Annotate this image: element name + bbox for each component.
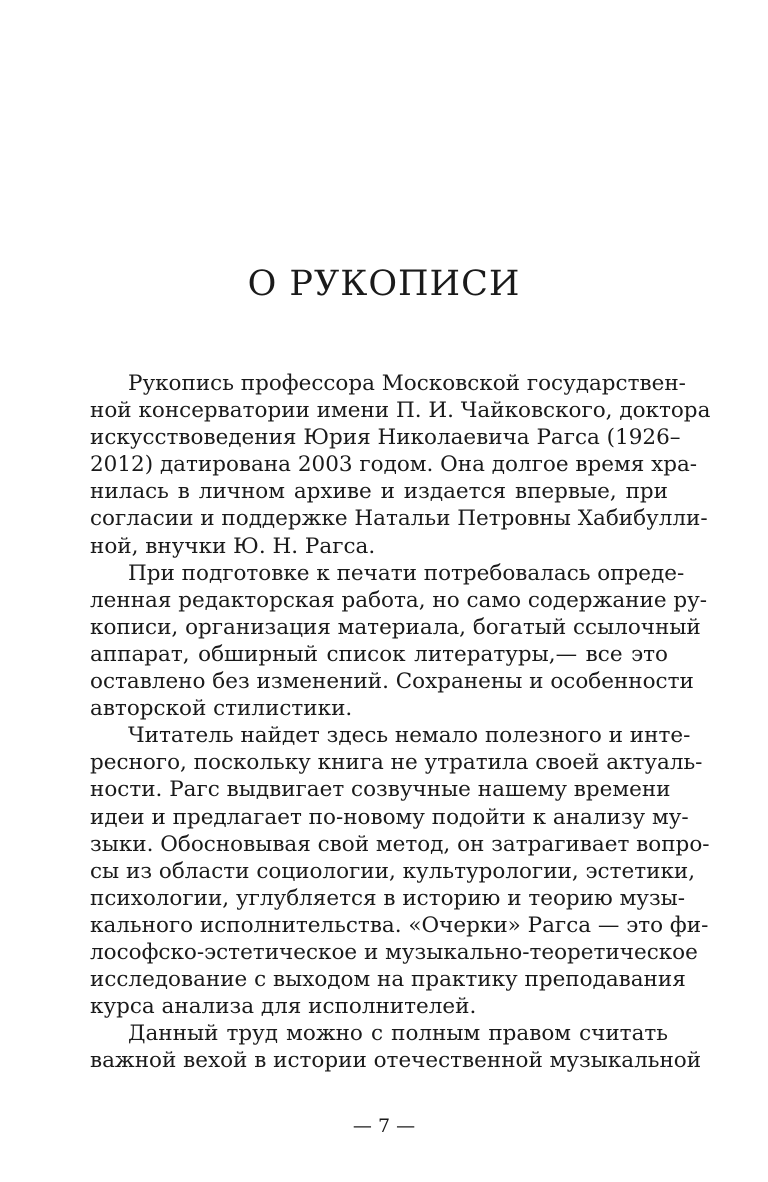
text-line: оставлено без изменений. Сохранены и особенности — [90, 669, 694, 695]
text-line: ленная редакторская работа, но само содержание ру- — [90, 587, 708, 613]
text-line: ной консерватории имени П. И. Чайковского, доктора — [90, 398, 711, 424]
text-line: Рукопись профессора Московской государствен- — [128, 371, 686, 396]
body-text — [90, 370, 711, 1074]
text-line: согласии и поддержке Натальи Петровны Хабибулли- — [90, 506, 708, 532]
text-line: нилась в личном архиве и издается впервые, при — [90, 479, 668, 505]
paragraph-1 — [90, 370, 711, 560]
page-title: О РУКОПИСИ — [247, 264, 521, 304]
text-line: психологии, углубляется в историю и теорию музы- — [90, 885, 686, 911]
text-line: зыки. Обосновывая свой метод, он затрагивает вопро- — [90, 831, 710, 857]
paragraph-4 — [90, 1020, 702, 1074]
text-line: ресного, поскольку книга не утратила своей актуаль- — [90, 750, 703, 776]
text-line: курса анализа для исполнителей. — [90, 994, 477, 1020]
text-line: искусствоведения Юрия Николаевича Рагса (1926– — [90, 425, 681, 451]
text-line: 2012) датирована 2003 годом. Она долгое время хра- — [90, 452, 698, 478]
text-line: лософско-эстетическое и музыкально-теоретическое — [90, 939, 698, 965]
paragraph-3 — [90, 722, 710, 1020]
paragraph-2 — [90, 560, 708, 723]
text-line: авторской стилистики. — [90, 696, 353, 722]
text-line: идеи и предлагает по-новому подойти к анализу му- — [90, 804, 689, 830]
text-line: кописи, организация материала, богатый ссылочный — [90, 614, 701, 640]
page-number: — 7 — — [352, 1115, 416, 1137]
text-line: кального исполнительства. «Очерки» Рагса — это фи- — [90, 912, 709, 938]
text-line: сы из области социологии, культурологии, эстетики, — [90, 858, 696, 884]
text-line: важной вехой в истории отечественной музыкальной — [90, 1048, 702, 1074]
text-line: аппарат, обширный список литературы,— все это — [90, 641, 668, 667]
text-line: исследование с выходом на практику преподавания — [90, 967, 686, 993]
text-line: При подготовке к печати потребовалась опреде- — [128, 560, 685, 586]
text-line: ной, внучки Ю. Н. Рагса. — [90, 533, 376, 559]
text-line: Данный труд можно с полным правом считать — [128, 1021, 668, 1047]
text-line: ности. Рагс выдвигает созвучные нашему времени — [90, 777, 671, 803]
text-line: Читатель найдет здесь немало полезного и инте- — [128, 723, 691, 749]
